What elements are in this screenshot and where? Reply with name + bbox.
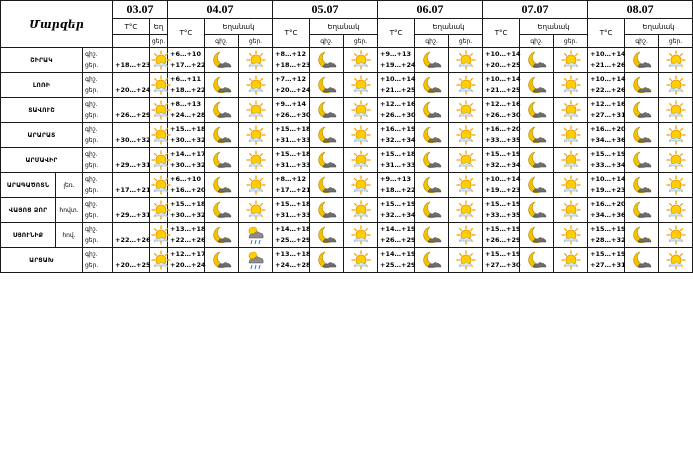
sun-cloud-icon xyxy=(344,98,378,123)
sun-cloud-icon xyxy=(150,198,168,223)
region-subarea: լեռ. xyxy=(56,173,83,198)
night-subheader: գիշ. xyxy=(205,35,239,48)
region-name: ԼՈՌԻ xyxy=(1,73,83,98)
sun-cloud-icon xyxy=(344,123,378,148)
region-name: ԱՐՑԱԽ xyxy=(1,248,83,273)
moon-cloud-icon xyxy=(415,173,449,198)
moon-cloud-icon xyxy=(310,148,344,173)
sun-cloud-icon xyxy=(554,123,588,148)
moon-cloud-icon xyxy=(415,73,449,98)
temperature-range: +14…+19 +26…+29 xyxy=(378,223,415,248)
weather-col-header: Եղանակ xyxy=(310,19,378,35)
temperature-range: +15…+18 +31…+33 xyxy=(273,123,310,148)
period-labels: գիշ. ցեր. xyxy=(83,198,113,223)
temperature-range: +13…+18 +22…+26 xyxy=(168,223,205,248)
day-subheader: ցեր. xyxy=(239,35,273,48)
sun-cloud-icon xyxy=(659,148,693,173)
temperature-range: +18…+23 xyxy=(113,48,150,73)
temperature-range: +15…+19 +32…+34 xyxy=(483,148,520,173)
region-name: ԱՐԱՐԱՏ xyxy=(1,123,83,148)
period-labels: գիշ. ցեր. xyxy=(83,73,113,98)
temperature-range: +15…+18 +30…+32 xyxy=(168,123,205,148)
region-row xyxy=(1,173,693,198)
temperature-range: +9…+13 +19…+24 xyxy=(378,48,415,73)
region-row xyxy=(1,148,693,173)
rain-cloud-icon xyxy=(239,248,273,273)
date-header: 07.07 xyxy=(483,1,588,19)
sun-cloud-icon xyxy=(239,73,273,98)
temperature-range: +12…+16 +27…+31 xyxy=(588,98,625,123)
temperature-range: +8…+12 +17…+21 xyxy=(273,173,310,198)
region-name: ՍՅՈՒՆԻՔ xyxy=(1,223,56,248)
temperature-range: +10…+14 +22…+26 xyxy=(588,73,625,98)
sun-cloud-icon xyxy=(554,73,588,98)
moon-cloud-icon xyxy=(310,98,344,123)
sun-cloud-icon xyxy=(554,48,588,73)
region-name: ԱՐԱԳԱԾՈՏՆ xyxy=(1,173,56,198)
temperature-range: +9…+14 +26…+30 xyxy=(273,98,310,123)
moon-cloud-icon xyxy=(625,98,659,123)
moon-cloud-icon xyxy=(625,173,659,198)
sun-cloud-icon xyxy=(659,198,693,223)
night-subheader: գիշ. xyxy=(520,35,554,48)
period-labels: գիշ. ցեր. xyxy=(83,148,113,173)
moon-cloud-icon xyxy=(520,173,554,198)
temp-col-header: T°C xyxy=(588,19,625,48)
temperature-range: +7…+12 +20…+24 xyxy=(273,73,310,98)
moon-cloud-icon xyxy=(310,48,344,73)
sun-cloud-icon xyxy=(449,123,483,148)
temperature-range: +6…+11 +18…+22 xyxy=(168,73,205,98)
temperature-range: +9…+13 +18…+22 xyxy=(378,173,415,198)
moon-cloud-icon xyxy=(520,98,554,123)
moon-cloud-icon xyxy=(310,173,344,198)
temperature-range: +8…+13 +24…+28 xyxy=(168,98,205,123)
temp-col-header: T°C xyxy=(378,19,415,48)
temp-col-header: T°C xyxy=(483,19,520,48)
region-name: ԱՐՄԱՎԻՐ xyxy=(1,148,83,173)
temperature-range: +16…+20 +34…+36 xyxy=(588,198,625,223)
region-name: ՎԱՅՈՑ ՁՈՐ xyxy=(1,198,56,223)
temperature-range: +15…+19 +33…+34 xyxy=(588,148,625,173)
sun-cloud-icon xyxy=(554,223,588,248)
sun-cloud-icon xyxy=(150,223,168,248)
sun-cloud-icon xyxy=(239,148,273,173)
temperature-range: +12…+16 +26…+30 xyxy=(378,98,415,123)
weather-col-header: Եղ xyxy=(150,19,168,35)
moon-cloud-icon xyxy=(625,148,659,173)
temperature-range: +16…+20 +33…+35 xyxy=(483,123,520,148)
sun-cloud-icon xyxy=(449,173,483,198)
moon-cloud-icon xyxy=(415,123,449,148)
temperature-range: +13…+18 +24…+28 xyxy=(273,248,310,273)
sun-cloud-icon xyxy=(239,123,273,148)
weather-col-header: Եղանակ xyxy=(625,19,693,35)
temperature-range: +15…+18 +31…+33 xyxy=(378,148,415,173)
sun-cloud-icon xyxy=(449,148,483,173)
region-row xyxy=(1,198,693,223)
moon-cloud-icon xyxy=(415,248,449,273)
temperature-range: +29…+31 xyxy=(113,198,150,223)
temperature-range: +10…+14 +19…+23 xyxy=(483,173,520,198)
moon-cloud-icon xyxy=(415,198,449,223)
temp-col-header: T°C xyxy=(168,19,205,48)
temperature-range: +15…+19 +26…+29 xyxy=(483,223,520,248)
region-row xyxy=(1,73,693,98)
temperature-range: +12…+17 +20…+24 xyxy=(168,248,205,273)
temperature-range: +22…+26 xyxy=(113,223,150,248)
moon-cloud-icon xyxy=(310,223,344,248)
day-subheader: ցեր. xyxy=(449,35,483,48)
moon-cloud-icon xyxy=(520,248,554,273)
night-subheader: գիշ. xyxy=(625,35,659,48)
moon-cloud-icon xyxy=(520,123,554,148)
weather-col-header: Եղանակ xyxy=(415,19,483,35)
temperature-range: +15…+19 +33…+35 xyxy=(483,198,520,223)
moon-cloud-icon xyxy=(310,123,344,148)
moon-cloud-icon xyxy=(415,98,449,123)
temperature-range: +26…+29 xyxy=(113,98,150,123)
moon-cloud-icon xyxy=(625,123,659,148)
sun-cloud-icon xyxy=(150,248,168,273)
night-subheader: գիշ. xyxy=(310,35,344,48)
sun-cloud-icon xyxy=(659,98,693,123)
sun-cloud-icon xyxy=(554,198,588,223)
moon-cloud-icon xyxy=(520,48,554,73)
date-header: 05.07 xyxy=(273,1,378,19)
temperature-range: +15…+19 +27…+31 xyxy=(588,248,625,273)
temperature-range: +10…+14 +21…+26 xyxy=(588,48,625,73)
temperature-range: +15…+19 +32…+34 xyxy=(378,198,415,223)
weather-col-header: Եղանակ xyxy=(520,19,588,35)
date-header: 06.07 xyxy=(378,1,483,19)
temp-col-header: T°C xyxy=(273,19,310,48)
temperature-range: +12…+16 +26…+30 xyxy=(483,98,520,123)
temperature-range: +14…+17 +30…+32 xyxy=(168,148,205,173)
temperature-range: +10…+14 +21…+25 xyxy=(378,73,415,98)
temperature-range: +16…+20 +34…+36 xyxy=(588,123,625,148)
region-subarea: հով. xyxy=(56,223,83,248)
moon-cloud-icon xyxy=(415,148,449,173)
sun-cloud-icon xyxy=(554,173,588,198)
day-subheader: ցեր. xyxy=(659,35,693,48)
sun-cloud-icon xyxy=(344,73,378,98)
moon-cloud-icon xyxy=(310,73,344,98)
sun-cloud-icon xyxy=(344,148,378,173)
moon-cloud-icon xyxy=(625,248,659,273)
moon-cloud-icon xyxy=(205,198,239,223)
sun-cloud-icon xyxy=(150,73,168,98)
sun-cloud-icon xyxy=(150,48,168,73)
temperature-range: +15…+18 +31…+33 xyxy=(273,198,310,223)
sun-cloud-icon xyxy=(344,173,378,198)
sun-cloud-icon xyxy=(239,173,273,198)
moon-cloud-icon xyxy=(625,223,659,248)
sun-cloud-icon xyxy=(150,173,168,198)
moon-cloud-icon xyxy=(415,223,449,248)
region-row xyxy=(1,123,693,148)
temperature-range: +8…+12 +18…+23 xyxy=(273,48,310,73)
moon-cloud-icon xyxy=(520,148,554,173)
sun-cloud-icon xyxy=(150,98,168,123)
sun-cloud-icon xyxy=(659,223,693,248)
period-labels: գիշ. ցեր. xyxy=(83,98,113,123)
period-labels: գիշ. ցեր. xyxy=(83,223,113,248)
region-name: ՏԱՎՈՒՇ xyxy=(1,98,83,123)
region-row xyxy=(1,223,693,248)
moon-cloud-icon xyxy=(520,223,554,248)
region-name: ՇԻՐԱԿ xyxy=(1,48,83,73)
rain-cloud-icon xyxy=(239,223,273,248)
temperature-range: +6…+10 +17…+22 xyxy=(168,48,205,73)
region-row xyxy=(1,48,693,73)
sun-cloud-icon xyxy=(554,98,588,123)
temperature-range: +17…+21 xyxy=(113,173,150,198)
moon-cloud-icon xyxy=(205,248,239,273)
temperature-range: +20…+24 xyxy=(113,73,150,98)
date-header: 03.07 xyxy=(113,1,168,19)
sun-cloud-icon xyxy=(659,48,693,73)
sun-cloud-icon xyxy=(659,73,693,98)
weather-col-header: Եղանակ xyxy=(205,19,273,35)
temperature-range: +16…+19 +32…+34 xyxy=(378,123,415,148)
sun-cloud-icon xyxy=(659,248,693,273)
temperature-range: +15…+19 +28…+32 xyxy=(588,223,625,248)
day-subheader: ցեր. xyxy=(554,35,588,48)
day-subheader: ցեր. xyxy=(150,35,168,48)
sun-cloud-icon xyxy=(344,248,378,273)
period-labels: գիշ. ցեր. xyxy=(83,48,113,73)
temperature-range: +20…+25 xyxy=(113,248,150,273)
temperature-range: +10…+14 +19…+23 xyxy=(588,173,625,198)
sun-cloud-icon xyxy=(554,248,588,273)
moon-cloud-icon xyxy=(205,48,239,73)
empty-header xyxy=(113,35,150,48)
sun-cloud-icon xyxy=(344,198,378,223)
moon-cloud-icon xyxy=(625,48,659,73)
sun-cloud-icon xyxy=(449,98,483,123)
sun-cloud-icon xyxy=(449,198,483,223)
temperature-range: +10…+14 +21…+25 xyxy=(483,73,520,98)
moon-cloud-icon xyxy=(205,223,239,248)
period-labels: գիշ. ցեր. xyxy=(83,173,113,198)
moon-cloud-icon xyxy=(415,48,449,73)
sun-cloud-icon xyxy=(659,123,693,148)
sun-cloud-icon xyxy=(554,148,588,173)
sun-cloud-icon xyxy=(239,48,273,73)
moon-cloud-icon xyxy=(520,73,554,98)
date-header: 04.07 xyxy=(168,1,273,19)
sun-cloud-icon xyxy=(344,48,378,73)
sun-cloud-icon xyxy=(239,98,273,123)
moon-cloud-icon xyxy=(205,98,239,123)
sun-cloud-icon xyxy=(239,198,273,223)
temperature-range: +14…+18 +25…+29 xyxy=(273,223,310,248)
sun-cloud-icon xyxy=(344,223,378,248)
temperature-range: +14…+19 +25…+29 xyxy=(378,248,415,273)
sun-cloud-icon xyxy=(659,173,693,198)
moon-cloud-icon xyxy=(205,173,239,198)
date-header: 08.07 xyxy=(588,1,693,19)
temperature-range: +15…+18 +30…+32 xyxy=(168,198,205,223)
moon-cloud-icon xyxy=(310,198,344,223)
day-subheader: ցեր. xyxy=(344,35,378,48)
sun-cloud-icon xyxy=(449,248,483,273)
moon-cloud-icon xyxy=(205,148,239,173)
moon-cloud-icon xyxy=(310,248,344,273)
sun-cloud-icon xyxy=(449,48,483,73)
region-row xyxy=(1,248,693,273)
period-labels: գիշ. ցեր. xyxy=(83,248,113,273)
temp-col-header: T°C xyxy=(113,19,150,35)
sun-cloud-icon xyxy=(449,223,483,248)
sun-cloud-icon xyxy=(449,73,483,98)
period-labels: գիշ. ցեր. xyxy=(83,123,113,148)
region-row xyxy=(1,98,693,123)
table-title: Մարզեր xyxy=(1,1,113,48)
temperature-range: +10…+14 +20…+25 xyxy=(483,48,520,73)
moon-cloud-icon xyxy=(205,123,239,148)
temperature-range: +30…+32 xyxy=(113,123,150,148)
moon-cloud-icon xyxy=(625,198,659,223)
moon-cloud-icon xyxy=(205,73,239,98)
sun-cloud-icon xyxy=(150,123,168,148)
temperature-range: +15…+19 +27…+30 xyxy=(483,248,520,273)
moon-cloud-icon xyxy=(625,73,659,98)
night-subheader: գիշ. xyxy=(415,35,449,48)
moon-cloud-icon xyxy=(520,198,554,223)
temperature-range: +29…+31 xyxy=(113,148,150,173)
temperature-range: +6…+10 +16…+20 xyxy=(168,173,205,198)
temperature-range: +15…+18 +31…+33 xyxy=(273,148,310,173)
region-subarea: հովտ. xyxy=(56,198,83,223)
sun-cloud-icon xyxy=(150,148,168,173)
